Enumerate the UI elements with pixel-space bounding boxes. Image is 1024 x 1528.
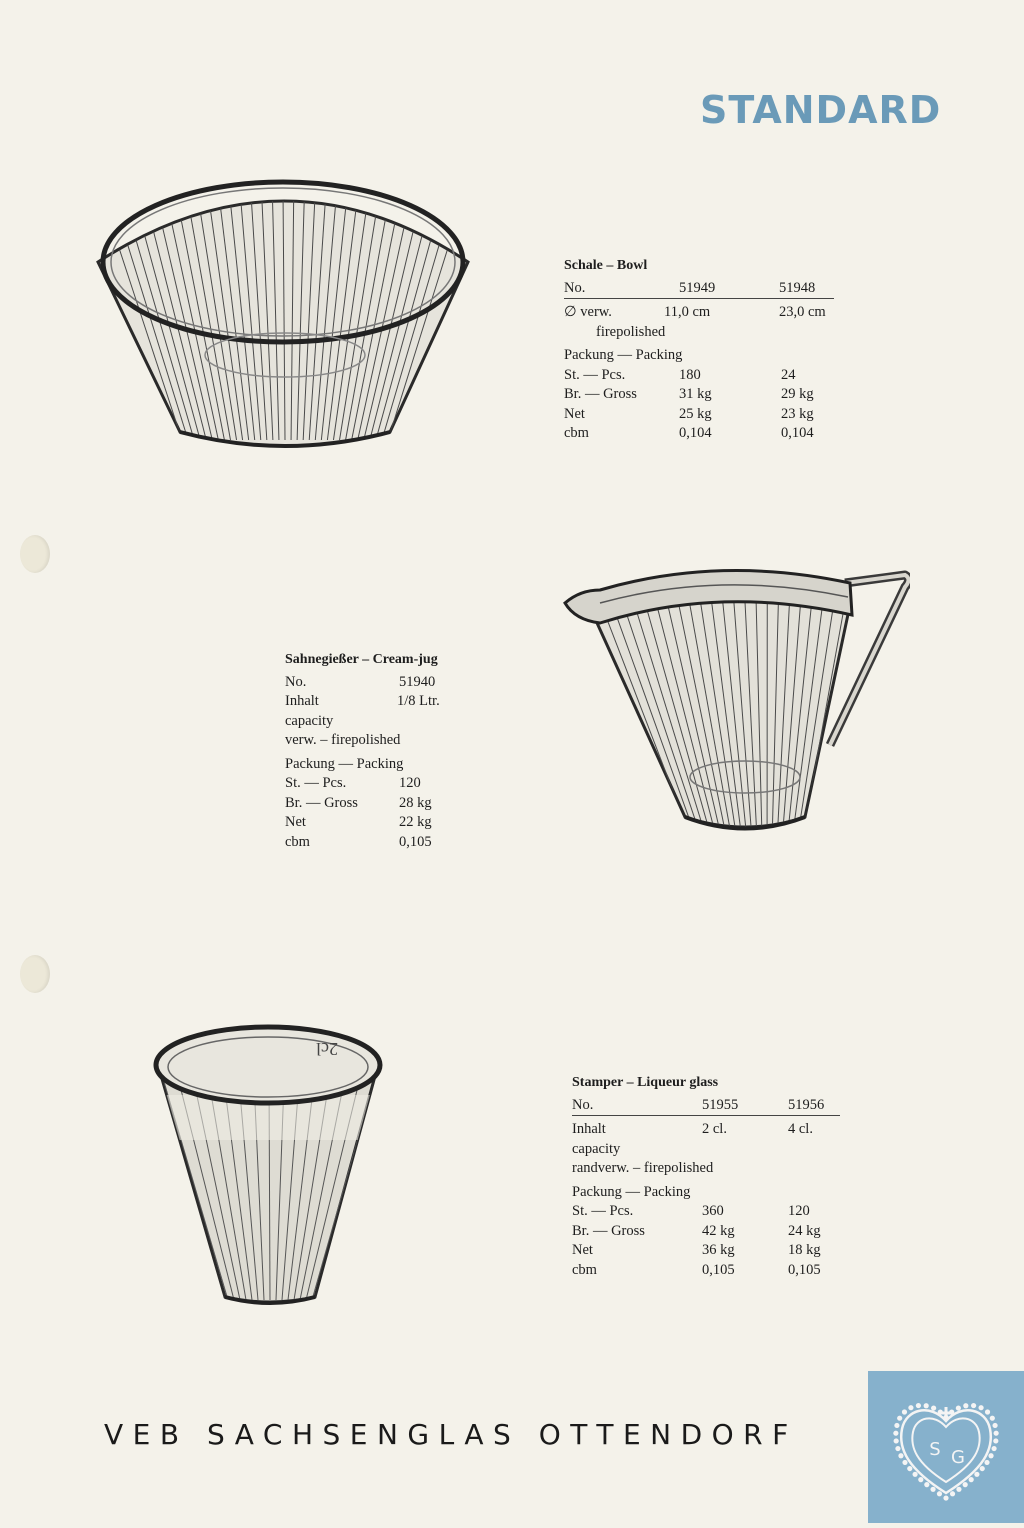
glass-no-a: 51955: [702, 1096, 738, 1116]
bowl-net-b: 23 kg: [781, 405, 814, 425]
glass-packing: Packung — Packing: [572, 1183, 690, 1203]
glass-net-b: 18 kg: [788, 1241, 821, 1261]
company-name: VEB SACHSENGLAS OTTENDORF: [104, 1418, 804, 1451]
logo-panel: [868, 1371, 1024, 1523]
jug-spec: [285, 650, 485, 852]
jug-finish: verw. – firepolished: [285, 731, 400, 751]
bowl-spec: [564, 256, 834, 444]
bowl-net-a: 25 kg: [679, 405, 712, 425]
glass-gross-b: 24 kg: [788, 1222, 821, 1242]
glass-spec: [572, 1073, 840, 1280]
bowl-no-b: 51948: [779, 279, 815, 299]
glass-gross-a: 42 kg: [702, 1222, 735, 1242]
jug-gross-label: Br. — Gross: [285, 794, 358, 814]
heart-logo-icon: [868, 1371, 1024, 1523]
bowl-cbm-label: cbm: [564, 424, 589, 444]
bowl-diam-a: 11,0 cm: [664, 303, 710, 323]
glass-net-a: 36 kg: [702, 1241, 735, 1261]
jug-packing: Packung — Packing: [285, 755, 403, 775]
jug-cbm-label: cbm: [285, 833, 310, 853]
bowl-packing: Packung — Packing: [564, 346, 682, 366]
page-title: STANDARD: [700, 88, 950, 132]
bowl-no-label: No.: [564, 279, 585, 299]
glass-no-label: No.: [572, 1096, 593, 1116]
liqueur-glass-photo: [150, 1015, 390, 1310]
bowl-heading: Schale – Bowl: [564, 256, 834, 276]
bowl-no-a: 51949: [679, 279, 715, 299]
bowl-gross-b: 29 kg: [781, 385, 814, 405]
glass-no-b: 51956: [788, 1096, 824, 1116]
bowl-cbm-b: 0,104: [781, 424, 814, 444]
bowl-diam-label: ∅ verw.: [564, 303, 612, 323]
jug-no-a: 51940: [399, 673, 435, 693]
jug-pcs-a: 120: [399, 774, 421, 794]
glass-inhalt-a: 2 cl.: [702, 1120, 727, 1140]
jug-heading: Sahnegießer – Cream-jug: [285, 650, 485, 670]
jug-inhalt-a: 1/8 Ltr.: [397, 692, 440, 712]
logo-letter-g: G: [951, 1447, 965, 1468]
punch-hole-top: [20, 535, 50, 573]
jug-cbm-a: 0,105: [399, 833, 432, 853]
glass-cbm-label: cbm: [572, 1261, 597, 1281]
bowl-diam-note: firepolished: [596, 323, 665, 343]
glass-inhalt-label: Inhalt: [572, 1120, 606, 1140]
jug-net-label: Net: [285, 813, 306, 833]
glass-inhalt-b: 4 cl.: [788, 1120, 813, 1140]
bowl-net-label: Net: [564, 405, 585, 425]
jug-pcs-label: St. — Pcs.: [285, 774, 346, 794]
jug-no-label: No.: [285, 673, 306, 693]
logo-letter-s: S: [929, 1439, 940, 1460]
glass-finish: randverw. – firepolished: [572, 1159, 713, 1179]
glass-cbm-a: 0,105: [702, 1261, 735, 1281]
glass-capacity: capacity: [572, 1140, 620, 1160]
glass-pcs-a: 360: [702, 1202, 724, 1222]
bowl-pcs-a: 180: [679, 366, 701, 386]
jug-inhalt-label: Inhalt: [285, 692, 319, 712]
bowl-pcs-label: St. — Pcs.: [564, 366, 625, 386]
jug-gross-a: 28 kg: [399, 794, 432, 814]
glass-embossed-mark: 2cl: [316, 1039, 338, 1059]
glass-pcs-b: 120: [788, 1202, 810, 1222]
jug-capacity: capacity: [285, 712, 333, 732]
glass-pcs-label: St. — Pcs.: [572, 1202, 633, 1222]
jug-net-a: 22 kg: [399, 813, 432, 833]
bowl-gross-a: 31 kg: [679, 385, 712, 405]
bowl-gross-label: Br. — Gross: [564, 385, 637, 405]
bowl-photo: [90, 170, 480, 455]
bowl-pcs-b: 24: [781, 366, 796, 386]
glass-cbm-b: 0,105: [788, 1261, 821, 1281]
bowl-diam-b: 23,0 cm: [779, 303, 826, 323]
bowl-cbm-a: 0,104: [679, 424, 712, 444]
glass-net-label: Net: [572, 1241, 593, 1261]
cream-jug-photo: [560, 545, 910, 845]
glass-heading: Stamper – Liqueur glass: [572, 1073, 840, 1093]
punch-hole-bottom: [20, 955, 50, 993]
glass-gross-label: Br. — Gross: [572, 1222, 645, 1242]
